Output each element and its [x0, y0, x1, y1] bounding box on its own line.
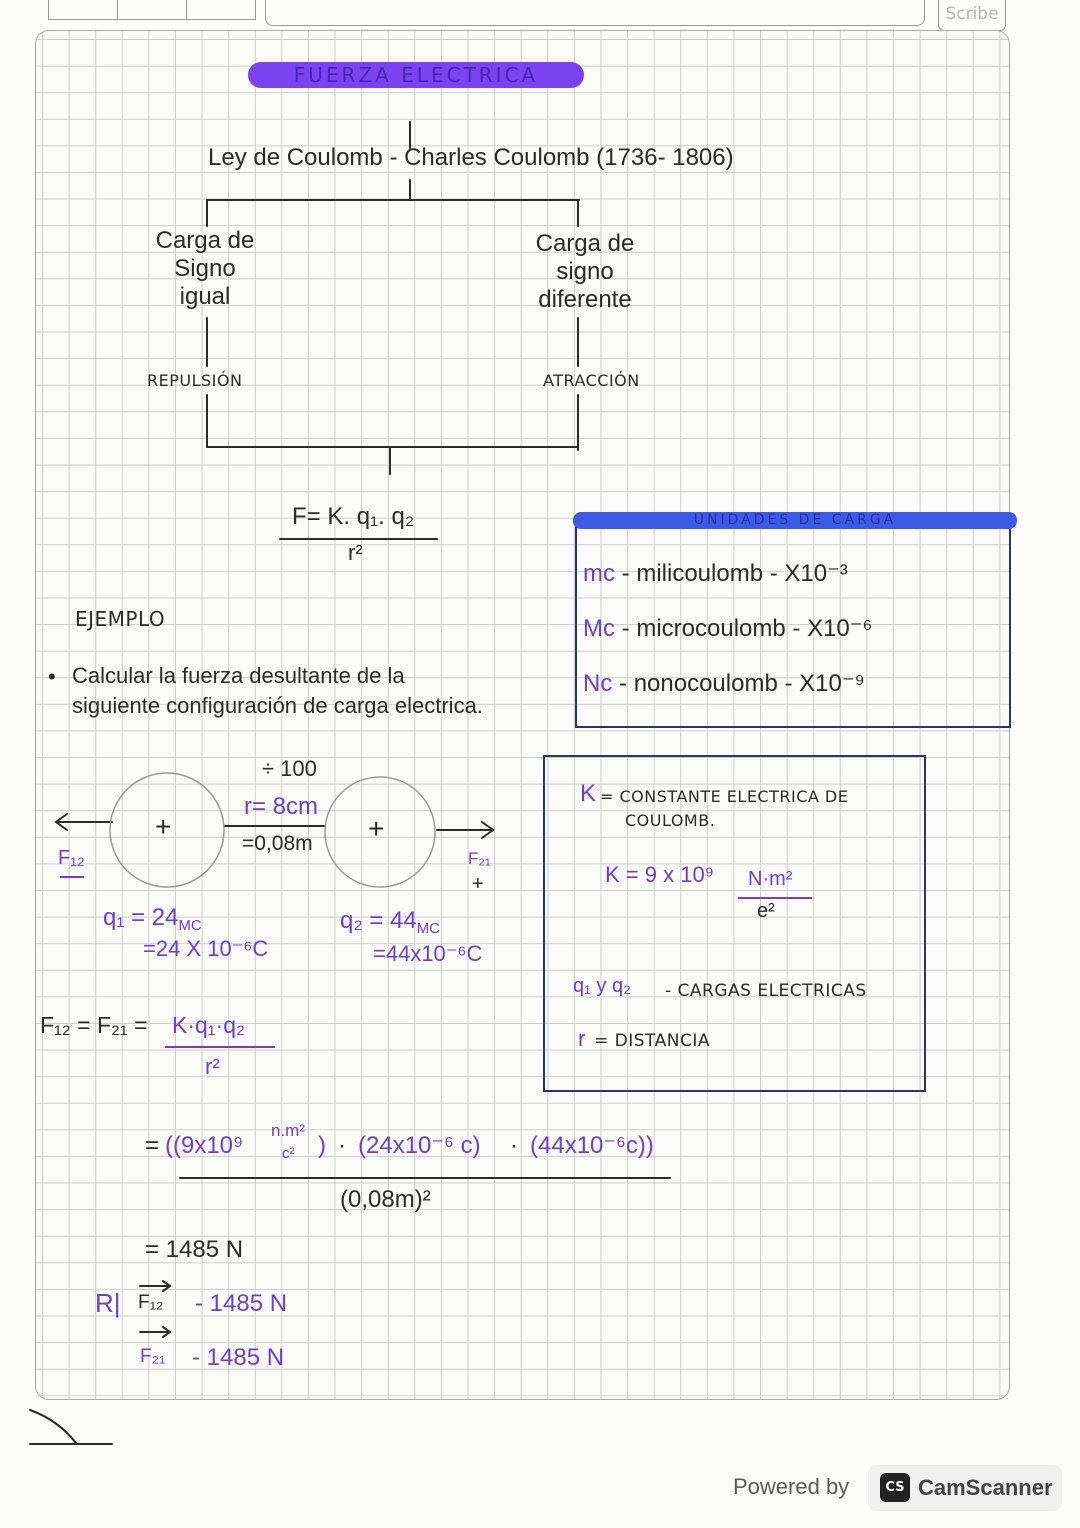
- legend-k-description: = CONSTANTE ELECTRICA DE: [600, 787, 849, 806]
- page-title: FUERZA ELECTRICA: [248, 62, 584, 88]
- formula-denominator: r²: [348, 540, 363, 565]
- unit-factor: X10⁻³: [784, 560, 848, 587]
- answer-f21-value: - 1485 N: [192, 1344, 285, 1371]
- top-frame-main: [265, 0, 925, 26]
- calc-dot: ·: [338, 1132, 346, 1159]
- calc-unit-numerator: n.m²: [271, 1121, 305, 1140]
- example-text-line-2: siguiente configuración de carga electrica.: [72, 693, 483, 718]
- coulomb-eq-denominator: r²: [205, 1054, 220, 1079]
- legend-q-symbols: q₁ y q₂: [573, 975, 631, 997]
- charge-q2: [340, 909, 440, 937]
- coulomb-eq-numerator: K·q₁·q₂: [172, 1012, 245, 1038]
- force-f21-label: F₂₁: [468, 849, 491, 868]
- charge-q1-scientific: =24 X 10⁻⁶C: [143, 936, 269, 961]
- unit-separator: -: [621, 615, 630, 642]
- units-row: [583, 617, 872, 641]
- calc-equals: =: [145, 1132, 160, 1159]
- legend-k-description-2: COULOMB.: [625, 811, 716, 830]
- answer-label: R|: [95, 1288, 121, 1318]
- force-f12-label: F₁₂: [58, 847, 85, 869]
- distance-m: =0,08m: [242, 832, 313, 855]
- unit-symbol: Nc: [583, 670, 613, 697]
- answer-f21: F₂₁: [140, 1346, 166, 1367]
- scribe-logo: Scribe: [938, 0, 1006, 31]
- unit-factor: X10⁻⁶: [807, 615, 873, 642]
- legend-k-unit-numerator: N·m²: [748, 868, 793, 890]
- unit-factor: X10⁻⁹: [799, 670, 865, 697]
- charge-q1-value: q₁ = 24: [103, 904, 179, 931]
- calc-term-2: (24x10⁻⁶ c): [358, 1132, 481, 1159]
- unit-separator: -: [621, 560, 630, 587]
- unit-symbol: Mc: [583, 615, 615, 642]
- charge-2-sign: +: [368, 813, 385, 844]
- units-row: [583, 562, 848, 586]
- tree-right-line-1: Carga de: [535, 230, 635, 257]
- calc-unit-denominator: c²: [282, 1145, 295, 1162]
- legend-q-description: - CARGAS ELECTRICAS: [665, 981, 867, 1001]
- example-label: EJEMPLO: [75, 607, 166, 631]
- calc-result: = 1485 N: [145, 1236, 244, 1263]
- tree-right-label: [510, 230, 660, 314]
- units-title: UNIDADES DE CARGA: [573, 512, 1017, 529]
- calc-term-3: (44x10⁻⁶c)): [530, 1132, 654, 1159]
- legend-r-description: = DISTANCIA: [594, 1031, 710, 1051]
- unit-name: nonocoulomb: [633, 670, 778, 697]
- repulsion-label: REPULSIÓN: [147, 371, 243, 390]
- unit-separator: -: [619, 670, 628, 697]
- unit-name: milicoulomb: [636, 560, 764, 587]
- units-row: [583, 672, 865, 696]
- calc-close-paren: ): [318, 1132, 326, 1159]
- bullet: •: [48, 664, 56, 689]
- charge-q2-value: q₂ = 44: [340, 907, 417, 934]
- tree-left-label: [130, 227, 280, 311]
- divide-note: ÷ 100: [262, 756, 317, 781]
- tree-left-line-3: igual: [179, 283, 231, 310]
- charge-q1: [103, 906, 202, 934]
- tree-right-line-3: diferente: [538, 286, 632, 313]
- answer-f12-value: - 1485 N: [195, 1290, 288, 1317]
- force-f21-sign: +: [472, 873, 484, 895]
- tree-left-line-1: Carga de: [155, 227, 255, 254]
- tree-right-line-2: signo: [556, 258, 614, 285]
- charge-1-sign: +: [155, 811, 172, 842]
- charge-q2-unit: MC: [416, 921, 440, 938]
- calc-dot: ·: [510, 1132, 518, 1159]
- legend-k-symbol: K: [580, 780, 597, 807]
- coulomb-eq-lhs: F₁₂ = F₂₁ =: [40, 1012, 148, 1038]
- charge-q2-scientific: =44x10⁻⁶C: [373, 941, 483, 966]
- distance-cm: r= 8cm: [244, 793, 319, 820]
- answer-f12: F₁₂: [138, 1292, 164, 1313]
- camscanner-brand: CamScanner: [918, 1475, 1053, 1500]
- formula-numerator: F= K. q₁. q₂: [292, 503, 415, 530]
- unit-name: microcoulomb: [636, 615, 786, 642]
- example-text-line-1: Calcular la fuerza desultante de la: [72, 663, 405, 688]
- unit-separator: -: [784, 670, 793, 697]
- attraction-label: ATRACCIÓN: [543, 371, 640, 390]
- unit-separator: -: [792, 615, 801, 642]
- unit-separator: -: [769, 560, 778, 587]
- legend-r-symbol: r: [578, 1026, 586, 1051]
- legend-k-value: K = 9 x 10⁹: [605, 862, 715, 887]
- camscanner-logo-icon: CS: [880, 1473, 910, 1502]
- top-frame-divider: [117, 0, 187, 20]
- charge-q1-unit: MC: [178, 918, 202, 935]
- calc-term-1: ((9x10⁹: [165, 1132, 244, 1159]
- corner-mark: [30, 1410, 112, 1444]
- unit-symbol: mc: [583, 560, 615, 587]
- powered-by-label: Powered by: [733, 1474, 850, 1499]
- calc-denominator: (0,08m)²: [340, 1186, 431, 1213]
- coulomb-law-heading: Ley de Coulomb - Charles Coulomb (1736- 1806): [208, 144, 734, 171]
- tree-left-line-2: Signo: [174, 255, 236, 282]
- legend-k-unit-denominator: e²: [757, 900, 775, 922]
